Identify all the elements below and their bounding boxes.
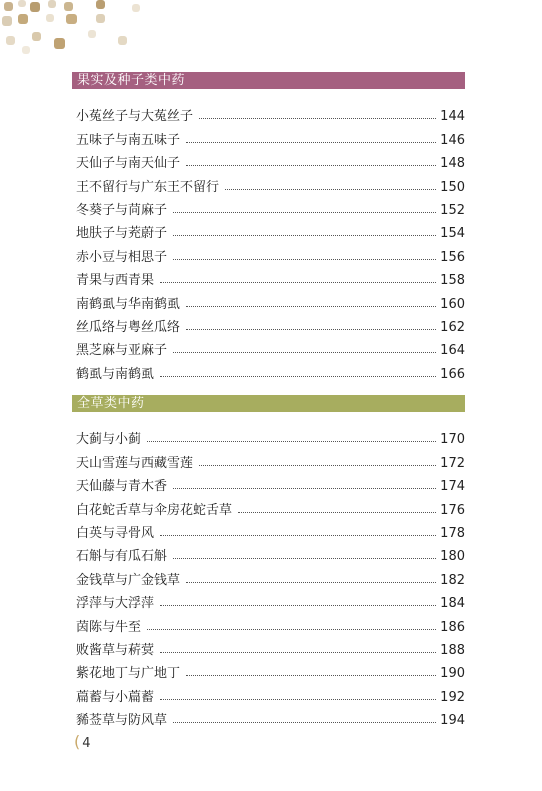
toc-entry[interactable] — [72, 518, 465, 541]
toc-entry-page: 180 — [440, 549, 465, 565]
dot-leader — [173, 487, 436, 489]
toc-entry-title: 南鹤虱与华南鹤虱 — [76, 296, 181, 312]
toc-entry[interactable] — [72, 101, 465, 124]
toc-entry-title: 豨莶草与防风草 — [76, 713, 168, 729]
toc-entry-title: 小菟丝子与大菟丝子 — [76, 109, 194, 125]
section-fruits-seeds — [72, 72, 465, 382]
toc-entry-title: 冬葵子与苘麻子 — [76, 202, 168, 218]
page-footer — [74, 732, 91, 751]
toc-entry-page: 194 — [440, 713, 465, 729]
dot-leader — [173, 557, 436, 559]
toc-entry-page: 154 — [440, 226, 465, 242]
toc-entry-page: 188 — [440, 642, 465, 658]
toc-entry-title: 丝瓜络与粤丝瓜络 — [76, 319, 181, 335]
dot-leader — [186, 674, 436, 676]
toc-entry-page: 160 — [440, 296, 465, 312]
dot-leader — [186, 328, 436, 330]
dot-leader — [147, 440, 436, 442]
toc-entry-title: 紫花地丁与广地丁 — [76, 666, 181, 682]
dot-leader — [160, 698, 436, 700]
toc-entry-title: 鹤虱与南鹤虱 — [76, 366, 155, 382]
dot-leader — [173, 211, 436, 213]
toc-entry-title: 天仙子与南天仙子 — [76, 156, 181, 172]
toc-entry-page: 146 — [440, 132, 465, 148]
dot-leader — [186, 581, 436, 583]
toc-entry[interactable] — [72, 335, 465, 358]
section-heading: 全草类中药 — [72, 395, 465, 412]
toc-entry-title: 赤小豆与相思子 — [76, 249, 168, 265]
toc-entry-page: 152 — [440, 202, 465, 218]
toc-entry[interactable] — [72, 288, 465, 311]
toc-entry[interactable] — [72, 611, 465, 634]
footer-bracket: ( — [74, 732, 81, 751]
toc-entry[interactable] — [72, 358, 465, 381]
toc-entry-page: 144 — [440, 109, 465, 125]
toc-entry-page: 190 — [440, 666, 465, 682]
toc-entry[interactable] — [72, 541, 465, 564]
toc-entry-title: 地肤子与茺蔚子 — [76, 226, 168, 242]
dot-leader — [186, 164, 436, 166]
toc-entry-title: 王不留行与广东王不留行 — [76, 179, 220, 195]
toc-list — [72, 424, 465, 728]
toc-entry-page: 148 — [440, 156, 465, 172]
toc-entry[interactable] — [72, 148, 465, 171]
section-heading: 果实及种子类中药 — [72, 72, 465, 89]
dot-leader — [160, 281, 436, 283]
toc-entry-page: 170 — [440, 432, 465, 448]
toc-entry-title: 黑芝麻与亚麻子 — [76, 343, 168, 359]
toc-entry[interactable] — [72, 658, 465, 681]
toc-entry-page: 156 — [440, 249, 465, 265]
dot-leader — [186, 305, 436, 307]
toc-entry-title: 浮萍与大浮萍 — [76, 596, 155, 612]
toc-entry[interactable] — [72, 241, 465, 264]
toc-entry[interactable] — [72, 447, 465, 470]
toc-entry-page: 186 — [440, 619, 465, 635]
dot-leader — [147, 628, 436, 630]
toc-entry[interactable] — [72, 635, 465, 658]
dot-leader — [160, 375, 436, 377]
toc-entry-title: 天山雪莲与西藏雪莲 — [76, 455, 194, 471]
toc-entry-page: 158 — [440, 273, 465, 289]
dot-leader — [225, 188, 436, 190]
dot-leader — [238, 511, 436, 513]
toc-entry-title: 萹蓄与小萹蓄 — [76, 689, 155, 705]
toc-entry-page: 192 — [440, 689, 465, 705]
toc-entry-page: 178 — [440, 525, 465, 541]
toc-list — [72, 101, 465, 382]
dot-leader — [186, 141, 436, 143]
dot-leader — [160, 604, 436, 606]
toc-entry-title: 五味子与南五味子 — [76, 132, 181, 148]
toc-entry-title: 白英与寻骨风 — [76, 525, 155, 541]
dot-leader — [173, 721, 436, 723]
toc-entry[interactable] — [72, 171, 465, 194]
toc-entry[interactable] — [72, 265, 465, 288]
toc-entry-title: 石斛与有瓜石斛 — [76, 549, 168, 565]
toc-entry[interactable] — [72, 424, 465, 447]
toc-entry[interactable] — [72, 195, 465, 218]
toc-entry-page: 164 — [440, 343, 465, 359]
dot-leader — [160, 651, 436, 653]
toc-entry[interactable] — [72, 124, 465, 147]
dot-leader — [160, 534, 436, 536]
toc-entry-title: 金钱草与广金钱草 — [76, 572, 181, 588]
toc-entry[interactable] — [72, 471, 465, 494]
toc-entry-page: 182 — [440, 572, 465, 588]
dot-leader — [173, 351, 436, 353]
toc-entry-page: 176 — [440, 502, 465, 518]
toc-entry-title: 败酱草与菥蓂 — [76, 642, 155, 658]
toc-entry[interactable] — [72, 588, 465, 611]
toc-entry[interactable] — [72, 494, 465, 517]
corner-decoration — [0, 0, 150, 60]
toc-entry[interactable] — [72, 705, 465, 728]
toc-entry-title: 天仙藤与青木香 — [76, 479, 168, 495]
toc-entry[interactable] — [72, 218, 465, 241]
toc-entry-title: 大蓟与小蓟 — [76, 432, 142, 448]
toc-entry-page: 174 — [440, 479, 465, 495]
toc-entry-page: 184 — [440, 596, 465, 612]
dot-leader — [199, 464, 436, 466]
dot-leader — [173, 234, 436, 236]
toc-entry[interactable] — [72, 312, 465, 335]
toc-entry-page: 150 — [440, 179, 465, 195]
toc-entry-page: 172 — [440, 455, 465, 471]
toc-entry[interactable] — [72, 681, 465, 704]
toc-entry-title: 茵陈与牛至 — [76, 619, 142, 635]
dot-leader — [173, 258, 436, 260]
toc-entry-page: 166 — [440, 366, 465, 382]
dot-leader — [199, 117, 436, 119]
toc-entry-title: 白花蛇舌草与伞房花蛇舌草 — [76, 502, 233, 518]
toc-entry[interactable] — [72, 564, 465, 587]
toc-entry-title: 青果与西青果 — [76, 273, 155, 289]
toc-entry-page: 162 — [440, 319, 465, 335]
page-number: 4 — [82, 736, 91, 751]
section-whole-herbs — [72, 395, 465, 728]
